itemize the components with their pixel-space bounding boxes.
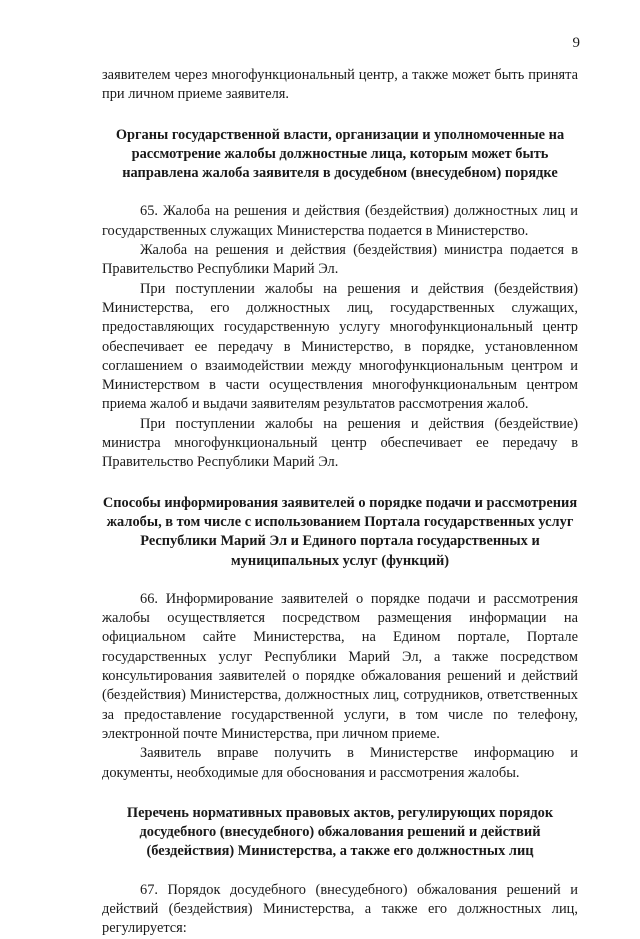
section-heading-legal-acts: Перечень нормативных правовых актов, регулирующих порядок досудебного (внесудебного) обжалования решений и действий (бездействия) Министерства, а также его должностных лиц bbox=[126, 804, 554, 860]
section-heading-informing-methods: Способы информирования заявителей о порядке подачи и рассмотрения жалобы, в том числе с использованием Портала государственных услуг Республики Марий Эл и Единого портала государственных и муниципальных услуг (функций) bbox=[102, 494, 578, 569]
paragraph-mfc-minister-transfer: При поступлении жалобы на решения и действия (бездействие) министра многофункциональный центр обеспечивает ее передачу в Правительство Республики Марий Эл. bbox=[102, 415, 578, 471]
paragraph-66: 66. Информирование заявителей о порядке подачи и рассмотрения жалобы осуществляется посредством размещения информации на официальном сайте Министерства, на Едином портале, Портале государственных услуг Республики Марий Эл, а также посредством консультирования заявителей о порядке обжалования решений и действий (бездействия) Министерства, должностных лиц, сотрудников, ответственных за предоставление государственной услуги, в том числе по телефону, электронной почте Министерства, при личном приеме. bbox=[102, 590, 578, 742]
document-body bbox=[102, 66, 578, 939]
paragraph-mfc-transfer: При поступлении жалобы на решения и действия (бездействия) Министерства, его должностных лиц, государственных служащих, предоставляющих государственную услугу многофункциональный центр обеспечивает ее передачу в Министерство, в порядке, установленном соглашением о взаимодействии между многофункциональным центром и Министерством в части осуществления многофункциональным центром приема жалоб и выдачи заявителям результатов рассмотрения жалоб. bbox=[102, 280, 578, 413]
paragraph-65: 65. Жалоба на решения и действия (бездействия) должностных лиц и государственных служащих Министерства подается в Министерство. bbox=[102, 203, 578, 239]
paragraph-minister-complaint: Жалоба на решения и действия (бездействия) министра подается в Правительство Республики Марий Эл. bbox=[102, 242, 578, 278]
paragraph-applicant-rights: Заявитель вправе получить в Министерстве информацию и документы, необходимые для обоснования и рассмотрения жалобы. bbox=[102, 745, 578, 781]
intro-paragraph: заявителем через многофункциональный центр, а также может быть принята при личном приеме заявителя. bbox=[102, 67, 578, 103]
page-number: 9 bbox=[572, 35, 580, 51]
paragraph-67: 67. Порядок досудебного (внесудебного) обжалования решений и действий (бездействия) Министерства, а также его должностных лиц, регулируется: bbox=[102, 881, 578, 937]
section-heading-complaint-bodies: Органы государственной власти, организации и уполномоченные на рассмотрение жалобы должностные лица, которым может быть направлена жалоба заявителя в досудебном (внесудебном) порядке bbox=[115, 126, 565, 182]
